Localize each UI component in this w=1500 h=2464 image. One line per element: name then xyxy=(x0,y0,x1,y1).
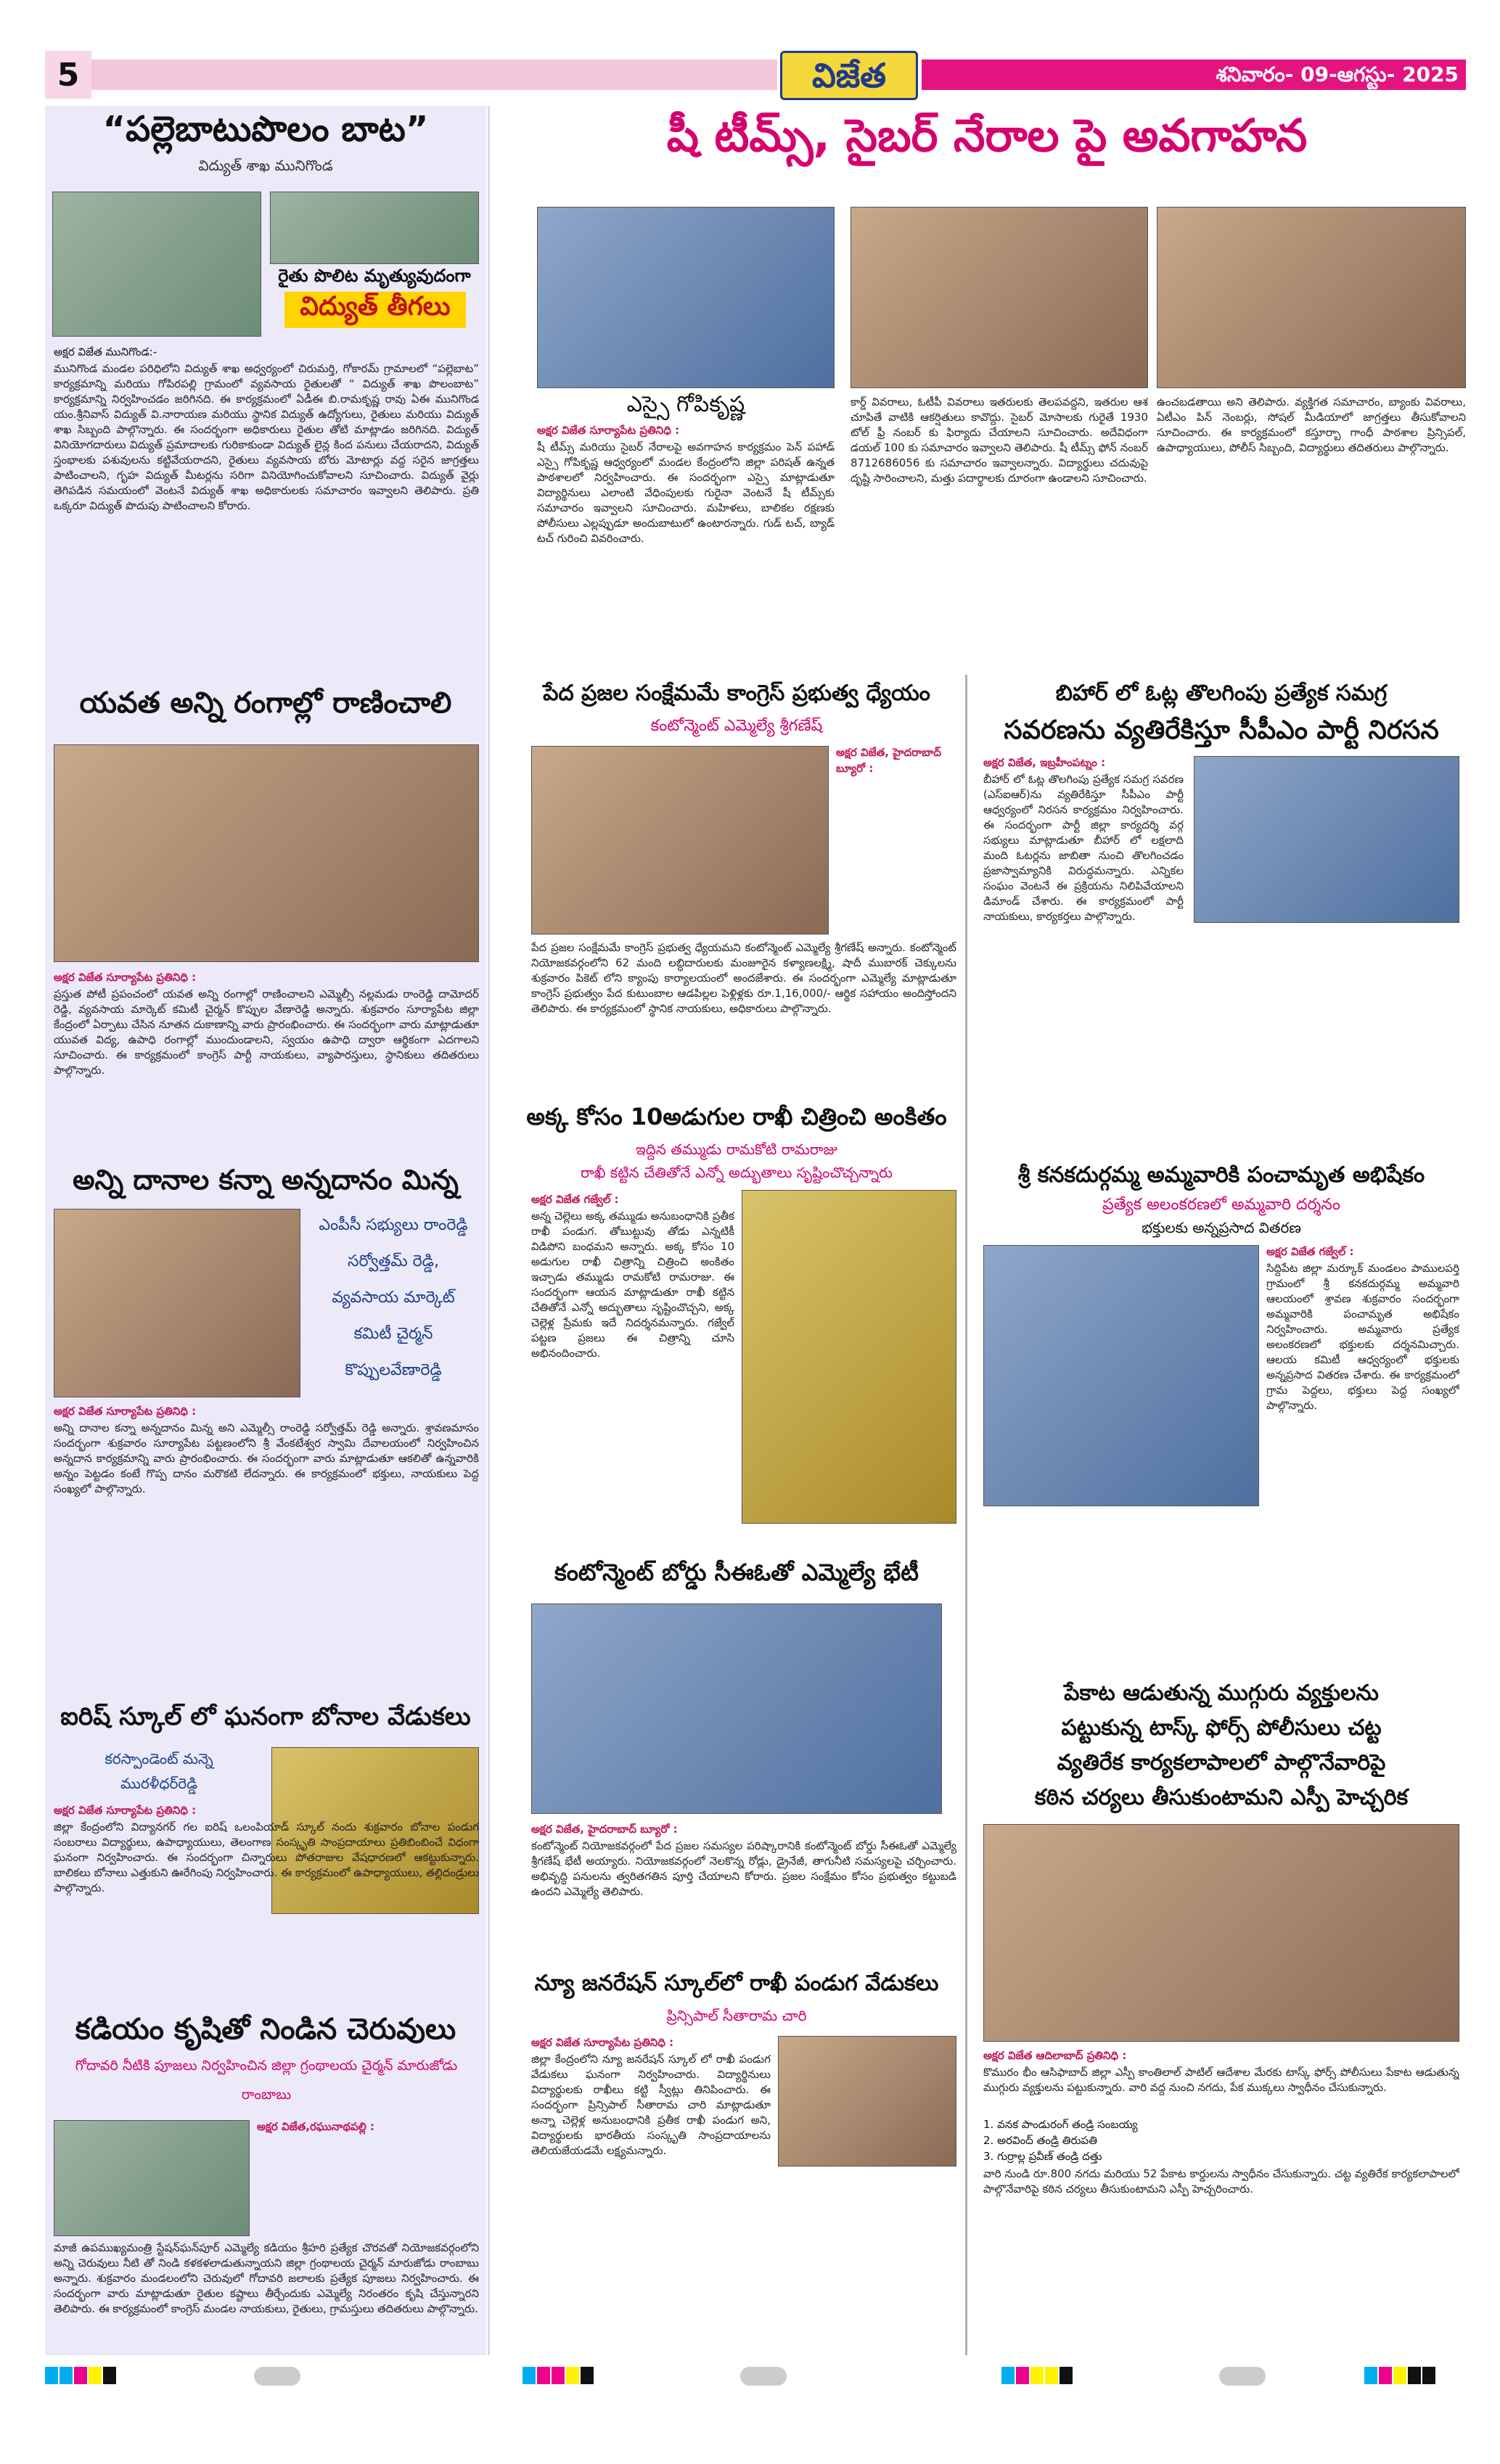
story-subline: రాంబాబు xyxy=(241,2087,292,2103)
photo xyxy=(778,2036,956,2167)
byline: అక్షర విజేత మునిగొండ:- xyxy=(54,345,157,358)
registration-marks xyxy=(1001,2367,1147,2389)
story-body: మాజీ ఉపముఖ్యమంత్రి స్టేషన్‌ఘన్‌పూర్ ఎమ్మెల్యే కడియం శ్రీహరి ప్రత్యేక చొరవతో నియోజకవర్గంలోని అన్ని చెరువులు నీటి తో నిండి కళకళలాడుతున్నాయని జిల్లా గ్రంథాలయ చైర్మన్ మారుజోడు రాంబాబు అన్నారు. శుక్రవారం మండలంలోని చెరువులో గోదావరి జలాలకు ప్రత్యేక పూజలు నిర్వహించారు. ఈ సందర్భంగా వారు మాట్లాడుతూ రైతుల కష్టాలు తీర్చేందుకు ఎమ్మెల్యే నిరంతరం కృషి చేస్తున్నారని తెలిపారు. ఈ కార్యక్రమంలో కాంగ్రెస్ మండల నాయకులు, రైతులు, గ్రామస్తులు తదితరులు పాల్గొన్నారు. xyxy=(54,2241,479,2315)
story-body: బీహార్ లో ఓట్ల తొలగింపు ప్రత్యేక సమగ్ర సవరణ (ఎస్ఐఆర్)ను వ్యతిరేకిస్తూ సీపీఎం పార్టీ ఆధ్వర్యంలో నిరసన కార్యక్రమం నిర్వహించారు. ఈ సందర్భంగా పార్టీ జిల్లా కార్యదర్శి వర్గ సభ్యులు మాట్లాడుతూ బీహార్ లో లక్షలాది మంది ఓటర్లను జాబితా నుంచి తొలగించడం ప్రజాస్వామ్యానికి విరుద్ధమన్నారు. ఎన్నికల సంఘం వెంటనే ఈ ప్రక్రియను నిలిపివేయాలని డిమాండ్ చేశారు. ఈ కార్యక్రమంలో పార్టీ నాయకులు, కార్యకర్తలు పాల్గొన్నారు. xyxy=(983,773,1184,923)
byline: అక్షర విజేత,రఘునాథపల్లి : xyxy=(257,2120,374,2133)
story-subline: భక్తులకు అన్నప్రసాద వితరణ xyxy=(1142,1219,1301,1236)
registration-oval xyxy=(254,2367,300,2386)
middle-column xyxy=(517,675,956,2355)
story-body: వారి నుండి రూ.800 నగదు మరియు 52 పేకాట కార్డులను స్వాధీనం చేసుకున్నారు. చట్ట వ్యతిరేక కార్యకలాపాలలో పాల్గొనేవారిపై కఠిన చర్యలు తీసుకుంటామని ఎస్పీ హెచ్చరించారు. xyxy=(983,2167,1459,2196)
story-subline: రాఖీ కట్టిన చేతితోనే ఎన్నో అద్భుతాలు సృష్టించొచ్చన్నారు xyxy=(581,1164,893,1181)
story-body: కార్డ్ వివరాలు, ఓటీపీ వివరాలు ఇతరులకు తెలపవద్దని, ఇతరుల ఆశ చూపితే వాటికి ఆకర్షితులు కావొద్దు. సైబర్ మోసాలకు గురైతే 1930 టోల్ ఫ్రీ నంబర్ కు ఫిర్యాదు చేయాలని సూచించారు. అదేవిధంగా డయల్ 100 కు సమాచారం ఇవ్వాలని తెలిపారు. షీ టీమ్స్ ఫోన్ నంబర్ 8712686056 కు సమాచారం ఇవ్వాలన్నారు. విద్యార్థులు చదువుపై దృష్టి సారించాలని, మత్తు పదార్థాలకు దూరంగా ఉండాలని సూచించారు. xyxy=(851,395,1148,485)
column-divider xyxy=(965,675,967,2355)
list-item: 2. అరవింద్ తండ్రి తిరుపతి xyxy=(983,2134,1097,2147)
story-headline: వ్యతిరేక కార్యకలాపాలలో పాల్గొనేవారిపై xyxy=(1057,1750,1386,1775)
story-body: షీ టీమ్స్ మరియు సైబర్ నేరాలపై అవగాహన కార్యక్రమం పెన్ పహాడ్ ఎస్సై గోపికృష్ణ ఆధ్వర్యంలో మండల కేంద్రంలోని జిల్లా పరిషత్ ఉన్నత పాఠశాలలో నిర్వహించారు. ఈ సందర్భంగా ఎస్సై మాట్లాడుతూ విద్యార్థినులు ఎలాంటి వేధింపులకు గురైనా వెంటనే షీ టీమ్స్‌కు సమాచారం ఇవ్వాలని సూచించారు. మహిళలు, బాలికల రక్షణకు పోలీసులు ఎల్లప్పుడూ అందుబాటులో ఉంటారన్నారు. గుడ్ టచ్, బ్యాడ్ టచ్ గురించి వివరించారు. xyxy=(537,440,835,545)
photo xyxy=(531,1603,942,1814)
story-headline: కంటోన్మెంట్ బోర్డు సీఈఓతో ఎమ్మెల్యే భేటీ xyxy=(554,1559,919,1586)
registration-oval xyxy=(1219,2367,1266,2386)
issue-date: శనివారం- 09-ఆగస్టు- 2025 xyxy=(1216,62,1459,86)
top-headline: షీ టీమ్స్, సైబర్ నేరాల పై అవగాహన xyxy=(666,109,1308,162)
right-column xyxy=(976,675,1467,2355)
story-body: మునిగొండ మండల పరిధిలోని విద్యుత్ శాఖ అధ్వర్యంలో చిరుమర్తి, గోకారమ్ గ్రామాలలో “పల్లెబాట” కార్యక్రమాన్ని మరియు గోపిరపల్లి గ్రామంలో వ్యవసాయ రైతులతో “ విద్యుత్ శాఖ పొలంబాట” కార్యక్రమాన్ని నిర్వహించడం జరిగినది. ఈ కార్యక్రమంలో ఏడీఈ బి.రామకృష్ణ రావు ఏఈ మునిగొండ యం.శ్రీనివాస్ విద్యుత్ వి.నారాయణ మరియు స్థానిక విద్యుత్ ఉద్యోగులు, రైతులు మరియు విద్యుత్ శాఖ సిబ్బంది పాల్గొన్నారు. ఈ సందర్భంగా అధికారులు రైతుల తోటి మాట్లాడం జరిగినది. విద్యుత్ వినియోగదారులు విద్యుత్ ప్రమాదాలకు గురికాకుండా విద్యుత్ లైన్ల కింద పనులు చేయరాదని, విద్యుత్ స్తంభాలకు పశువులను కట్టివేయరాదని, రైతులు వ్యవసాయ బోరు మోటార్లు వద్ద సరైన జాగ్రత్తలు పాటించాలని, గృహ విద్యుత్ మీటర్లను సరిగా వినియోగించుకోవాలని సూచించారు. విద్యుత్ వైర్లు తెగిపడిన సమయంలో వెంటనే విద్యుత్ శాఖ అధికారులకు సమాచారం ఇవ్వాలని తెలిపారు. ప్రతి ఒక్కరూ విద్యుత్ పొదుపు పాటించాలని కోరారు. xyxy=(54,362,479,512)
story-subline: ఇద్దిన తమ్ముడు రామకోటి రామరాజు xyxy=(636,1141,837,1158)
caption-line: కమిటీ చైర్మన్ xyxy=(353,1325,433,1343)
story-headline: అక్క కోసం 10అడుగుల రాఖీ చిత్రించి అంకితం xyxy=(526,1103,947,1130)
list-item: 1. వనక పాండురంగ్ తండ్రి సంబయ్య xyxy=(983,2118,1138,2131)
byline: అక్షర విజేత, హైదరాబాద్ బ్యూరో : xyxy=(531,1823,678,1836)
story-body: ప్రస్తుత పోటీ ప్రపంచంలో యవత అన్ని రంగాల్లో రాణించాలని ఎమ్మెల్సీ నల్లమడు రాంరెడ్డి దామోదర్ రెడ్డి, వ్యవసాయ మార్కెట్ కమిటీ చైర్మన్ కొప్పుల వేణారెడ్డి అన్నారు. శుక్రవారం సూర్యాపేట జిల్లా కేంద్రంలో ఏర్పాటు చేసిన నూతన దుకాణాన్ని వారు ప్రారంభించారు. ఈ సందర్భంగా వారు మాట్లాడుతూ యువత విద్య, ఉపాధి రంగాల్లో ముందుండాలని, స్వయం ఉపాధి ద్వారా ఆర్థికంగా ఎదగాలని సూచించారు. ఈ కార్యక్రమంలో కాంగ్రెస్ పార్టీ నాయకులు, వ్యాపారస్తులు, స్థానికులు తదితరులు పాల్గొన్నారు. xyxy=(54,987,479,1077)
photo xyxy=(537,207,835,388)
registration-marks xyxy=(45,2367,190,2389)
story-headline: న్యూ జనరేషన్ స్కూల్‌లో రాఖీ పండుగ వేడుకలు xyxy=(534,1971,939,1996)
byline: అక్షర విజేత సూర్యాపేట ప్రతినిధి : xyxy=(531,2036,674,2049)
story-headline: ఐరిష్ స్కూల్ లో ఘనంగా బోనాల వేడుకలు xyxy=(60,1702,471,1731)
reporter-line: కరస్పాండెంట్ మన్నె xyxy=(104,1750,213,1767)
byline: అక్షర విజేత సూర్యాపేట ప్రతినిధి : xyxy=(537,424,680,437)
story-body: జిల్లా కేంద్రంలోని న్యూ జనరేషన్ స్కూల్ లో రాఖీ పండుగ వేడుకలు ఘనంగా నిర్వహించారు. విద్యార్థినులు విద్యార్థులకు రాఖీలు కట్టి స్వీట్లు తినిపించారు. ఈ సందర్భంగా ప్రిన్సిపాల్ సీతారామ చారి మాట్లాడుతూ అన్నా చెల్లెళ్ల అనుబంధానికి ప్రతీక రాఖీ పండుగ అని, విద్యార్థులకు భారతీయ సంస్కృతి సాంప్రదాయాలను తెలియజేయడమే లక్ష్యమన్నారు. xyxy=(531,2053,771,2157)
byline: అక్షర విజేత సూర్యాపేట ప్రతినిధి : xyxy=(54,971,197,984)
story-headline: కడియం కృషితో నిండిన చెరువులు xyxy=(75,2013,456,2046)
byline: అక్షర విజేత, హైదరాబాద్ బ్యూరో : xyxy=(836,746,941,775)
byline: అక్షర విజేత సూర్యాపేట ప్రతినిధి : xyxy=(54,1804,197,1817)
story-headline: అన్ని దానాల కన్నా అన్నదానం మిన్న xyxy=(73,1164,459,1196)
story-body: కొమురం భీం ఆసిఫాబాద్ జిల్లా ఎస్పీ కాంతిలాల్ పాటిల్ ఆదేశాల మేరకు టాస్క్ ఫోర్స్ పోలీసులు పేకాట ఆడుతున్న ముగ్గురు వ్యక్తులను పట్టుకున్నారు. వారి వద్ద నుంచి నగదు, పేక ముక్కలు స్వాధీనం చేసుకున్నారు. xyxy=(983,2066,1459,2094)
banner-line: రైతు పొలిట మృత్యువుదంగా xyxy=(278,266,471,286)
photo xyxy=(742,1190,956,1524)
list-item: 3. గుర్రాల్ల ప్రవీణ్ తండ్రి దత్తు xyxy=(983,2150,1102,2163)
byline: అక్షర విజేత గజ్వేల్ : xyxy=(531,1193,619,1206)
registration-marks xyxy=(1364,2367,1480,2389)
photo xyxy=(851,207,1148,388)
byline: అక్షర విజేత, ఇబ్రహీంపట్నం : xyxy=(983,756,1106,769)
story-headline: పేద ప్రజల సంక్షేమమే కాంగ్రెస్ ప్రభుత్వ ధ్యేయం xyxy=(543,681,930,706)
story-headline: సవరణను వ్యతిరేకిస్తూ సీపీఎం పార్టీ నిరసన xyxy=(1004,715,1439,745)
byline: అక్షర విజేత గజ్వేల్ : xyxy=(1266,1245,1354,1258)
story-body: అన్ని దానాల కన్నా అన్నదానం మిన్న అని ఎమ్మెల్సీ రాంరెడ్డి సర్వోత్తమ్ రెడ్డి అన్నారు. శ్రావణమాసం సందర్భంగా శుక్రవారం సూర్యాపేట పట్టణంలోని శ్రీ వేంకటేశ్వర స్వామి దేవాలయంలో నిర్వహించిన అన్నదాన కార్యక్రమాన్ని వారు ప్రారంభించారు. ఈ సందర్భంగా వారు మాట్లాడుతూ ఆకలితో ఉన్నవారికి అన్నం పెట్టడం కంటే గొప్ప దానం మరొకటి లేదన్నారు. ఈ కార్యక్రమంలో భక్తులు, నాయకులు పెద్ద సంఖ్యలో పాల్గొన్నారు. xyxy=(54,1421,479,1495)
photo xyxy=(54,1209,300,1397)
story-headline: బిహార్ లో ఓట్ల తొలగింపు ప్రత్యేక సమగ్ర xyxy=(1055,681,1388,706)
story-subline: గోదావరి నీటికి పూజలు నిర్వహించిన జిల్లా గ్రంథాలయ చైర్మన్ మారుజోడు xyxy=(75,2058,458,2074)
masthead-bar xyxy=(91,59,777,90)
byline: అక్షర విజేత సూర్యాపేట ప్రతినిధి : xyxy=(54,1405,197,1418)
story-headline: పట్టుకున్న టాస్క్ ఫోర్స్ పోలీసులు చట్ట xyxy=(1061,1715,1382,1741)
column-divider xyxy=(488,106,490,2355)
photo-caption: ఎస్సై గోపికృష్ణ xyxy=(626,392,745,417)
story-body: పేద ప్రజల సంక్షేమమే కాంగ్రెస్ ప్రభుత్వ ధ్యేయమని కంటోన్మెంట్ ఎమ్మెల్యే శ్రీగణేష్ అన్నారు. కంటోన్మెంట్ నియోజకవర్గంలోని 62 మంది లబ్ధిదారులకు మంజూరైన కళ్యాణలక్ష్మి, షాదీ ముబారక్ చెక్కులను శుక్రవారం పికెట్ లోని క్యాంపు కార్యాలయంలో అందజేశారు. ఈ సందర్భంగా ఎమ్మెల్యే మాట్లాడుతూ కాంగ్రెస్ ప్రభుత్వం పేద కుటుంబాల ఆడపిల్లల పెళ్లిళ్లకు రూ.1,16,000/- ఆర్థిక సహాయం అందిస్తోందని తెలిపారు. ఈ కార్యక్రమంలో స్థానిక నాయకులు, అధికారులు పాల్గొన్నారు. xyxy=(531,941,956,1015)
page-number: 5 xyxy=(57,57,80,94)
photo xyxy=(983,1824,1459,2042)
story-headline: యవత అన్ని రంగాల్లో రాణించాలి xyxy=(79,686,452,720)
story-subline: కంటోన్మెంట్ ఎమ్మెల్యే శ్రీగణేష్ xyxy=(650,717,823,735)
story-body: జిల్లా కేంద్రంలోని విద్యానగర్ గల ఐరిష్ ఒలంపియాడ్ స్కూల్ నందు శుక్రవారం బోనాల పండుగ సంబరాలు విద్యార్థులు, ఉపాధ్యాయులు, తెలంగాణ సంస్కృతి సాంప్రదాయాలు ప్రతిబింబించే విధంగా ఘనంగా నిర్వహించారు. ఈ సందర్భంగా చిన్నారులు పోతరాజుల వేషధారణలో ఆకట్టుకున్నారు. బాలికలు బోనాలు ఎత్తుకుని ఊరేగింపు నిర్వహించారు. ఈ కార్యక్రమంలో ఉపాధ్యాయులు, తల్లిదండ్రులు పాల్గొన్నారు. xyxy=(54,1820,479,1894)
story-headline: “పల్లెబాటుపొలం బాట” xyxy=(102,109,429,149)
story-subline: ప్రత్యేక అలంకరణలో అమ్మవారి దర్శనం xyxy=(1102,1196,1341,1214)
photo xyxy=(54,2120,250,2236)
photo xyxy=(1157,207,1466,388)
photo xyxy=(1194,756,1459,923)
story-body: అన్న చెల్లెలు అక్క తమ్ముడు అనుబంధానికి ప్రతీక రాఖీ పండుగ. తోబుట్టువు తోడు ఎన్నటికీ విడిపోని బంధమని అన్నారు. అక్క కోసం 10 అడుగుల రాఖీ చిత్రాన్ని చిత్రించి అంకితం ఇచ్చాడు తమ్ముడు రామకోటి రామరాజు. ఈ సందర్భంగా ఆయన మాట్లాడుతూ రాఖీ కట్టిన చేతితోనే ఎన్నో అద్భుతాలు సృష్టించొచ్చని, అక్క చెల్లెళ్ల ప్రేమకు ఇదే నిదర్శనమన్నారు. గజ్వేల్ పట్టణ ప్రజలు ఈ చిత్రాన్ని చూసి అభినందించారు. xyxy=(531,1210,734,1360)
reporter-line: మురళీధర్‌రెడ్డి xyxy=(120,1775,198,1792)
story-subline: ప్రిన్సిపాల్ సీతారామ చారి xyxy=(666,2007,807,2024)
story-subline: విద్యుత్ శాఖ మునిగొండ xyxy=(198,157,333,174)
registration-marks xyxy=(522,2367,668,2389)
masthead xyxy=(0,51,1500,102)
caption-line: సర్వోత్తమ్ రెడ్డి, xyxy=(348,1252,439,1270)
logo: విజేత xyxy=(811,56,887,95)
photo xyxy=(52,192,261,337)
byline: అక్షర విజేత ఆదిలాబాద్ ప్రతినిధి : xyxy=(983,2049,1127,2062)
caption-line: ఎంపీసీ సభ్యులు రాంరెడ్డి xyxy=(319,1216,468,1234)
caption-line: వ్యవసాయ మార్కెట్ xyxy=(332,1289,455,1307)
left-column xyxy=(45,106,486,2355)
story-headline: కఠిన చర్యలు తీసుకుంటామని ఎస్పీ హెచ్చరిక xyxy=(1034,1785,1409,1810)
story-body: సిద్దిపేట జిల్లా మర్కూక్ మండలం పాములపర్తి గ్రామంలో శ్రీ కనకదుర్గమ్మ అమ్మవారి ఆలయంలో శ్రావణ శుక్రవారం సందర్భంగా అమ్మవారికి పంచామృత అభిషేకం నిర్వహించారు. అమ్మవారు ప్రత్యేక అలంకరణలో భక్తులకు దర్శనమిచ్చారు. ఆలయ కమిటీ ఆధ్వర్యంలో భక్తులకు అన్నప్రసాద వితరణ చేశారు. ఈ కార్యక్రమంలో గ్రామ పెద్దలు, భక్తులు పెద్ద సంఖ్యలో పాల్గొన్నారు. xyxy=(1266,1262,1459,1412)
story-body: ఉంచబడతాయి అని తెలిపారు. వ్యక్తిగత సమాచారం, బ్యాంకు వివరాలు, ఏటీఎం పిన్ నెంబర్లు, సోషల్ మీడియాలో జాగ్రత్తలు తీసుకోవాలని సూచించారు. ఈ కార్యక్రమంలో కస్తూర్బా గాంధీ పాఠశాల ప్రిన్సిపల్, ఉపాధ్యాయులు, పోలీస్ సిబ్బంది, విద్యార్థులు తదితరులు పాల్గొన్నారు. xyxy=(1157,395,1466,454)
story-body: కంటోన్మెంట్ నియోజకవర్గంలో పేద ప్రజల సమస్యల పరిష్కారానికి కంటోన్మెంట్ బోర్డు సీఈఓతో ఎమ్మెల్యే శ్రీగణేష్ భేటీ అయ్యారు. నియోజకవర్గంలో నెలకొన్న రోడ్లు, డ్రైనేజీ, తాగునీటి సమస్యలపై చర్చించారు. అభివృద్ధి పనులను త్వరితగతిన పూర్తి చేయాలని కోరారు. ప్రజల సంక్షేమం కోసం ప్రభుత్వం కట్టుబడి ఉందని ఎమ్మెల్యే తెలిపారు. xyxy=(531,1839,956,1898)
story-headline: శ్రీ కనకదుర్గమ్మ అమ్మవారికి పంచామృత అభిషేకం xyxy=(1017,1162,1425,1188)
photo xyxy=(531,746,829,935)
caption-line: కొప్పులవేణారెడ్డి xyxy=(345,1361,442,1379)
banner-line: విద్యుత్ తీగలు xyxy=(284,292,466,328)
photo xyxy=(54,744,479,962)
photo xyxy=(270,192,479,264)
registration-oval xyxy=(740,2367,787,2386)
photo xyxy=(983,1245,1259,1506)
story-headline: పేకాట ఆడుతున్న ముగ్గురు వ్యక్తులను xyxy=(1064,1680,1379,1706)
